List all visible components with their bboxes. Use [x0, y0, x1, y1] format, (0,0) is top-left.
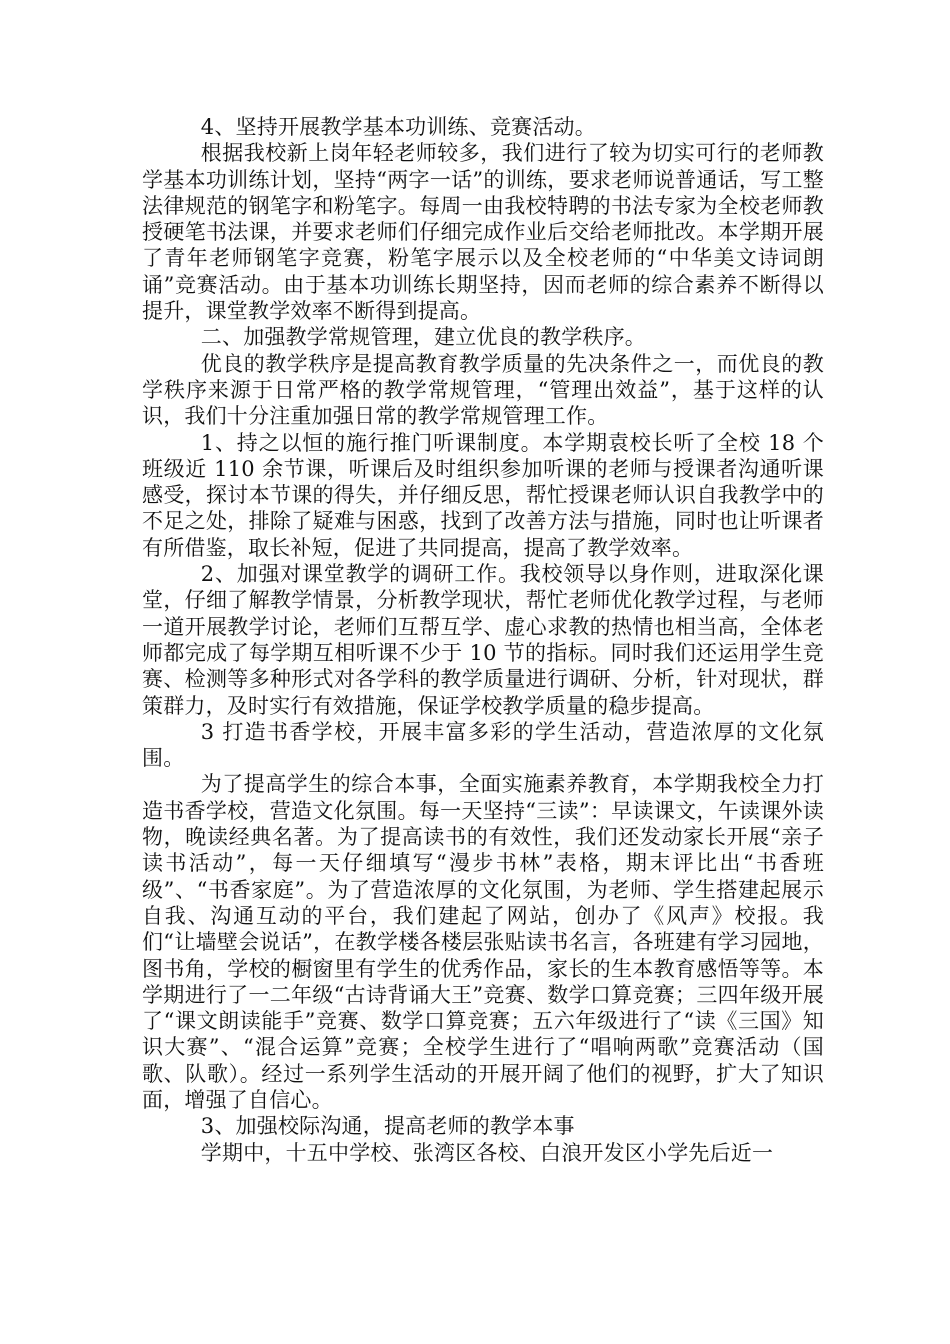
document-body — [142, 114, 824, 1166]
paragraph-classroom-research: 2、加强对课堂教学的调研工作。我校领导以身作则，进取深化课堂，仔细了解教学情景，分析教学现状，帮忙老师优化教学过程，与老师一道开展教学讨论，老师们互帮互学、虚心求教的热情也相当高，全体老师都完成了每学期互相听课不少于 10 节的指标。同时我们还运用学生竞赛、检测等多种形式对各学科的教学质量进行调研、分析，针对现状，群策群力，及时实行有效措施，保证学校教学质量的稳步提高。 — [142, 562, 824, 718]
paragraph-school-exchange: 学期中，十五中学校、张湾区各校、白浪开发区小学先后近一 — [200, 1140, 774, 1165]
section-heading-basic-skills: 4、坚持开展教学基本功训练、竞赛活动。 — [200, 115, 596, 139]
paragraph-student-activities: 为了提高学生的综合本事，全面实施素养教育，本学期我校全力打造书香学校，营造文化氛围。每一天坚持“三读”：早读课文，午读课外读物，晚读经典名著。为了提高读书的有效性，我们还发动家长开展“亲子读书活动”，每一天仔细填写“漫步书林”表格，期末评比出“书香班级”、“书香家庭”。为了营造浓厚的文化氛围，为老师、学生搭建起展示自我、沟通互动的平台，我们建起了网站，创办了《风声》校报。我们“让墙壁会说话”，在教学楼各楼层张贴读书名言，各班建有学习园地，图书角，学校的橱窗里有学生的优秀作品，家长的生本教育感悟等等。本学期进行了一二年级“古诗背诵大王”竞赛、数学口算竞赛；三四年级开展了“课文朗读能手”竞赛、数学口算竞赛；五六年级进行了“读《三国》知识大赛”、“混合运算”竞赛；全校学生进行了“唱响两歌”竞赛活动（国歌、队歌）。经过一系列学生活动的开展开阔了他们的视野，扩大了知识面，增强了自信心。 — [142, 772, 824, 1112]
paragraph-class-observation: 1、持之以恒的施行推门听课制度。本学期袁校长听了全校 18 个班级近 110 余节课，听课后及时组织参加听课的老师与授课者沟通听课感受，探讨本节课的得失，并仔细反思，帮忙授课老师认识自我教学中的不足之处，排除了疑难与困惑，找到了改善方法与措施，同时也让听课者有所借鉴，取长补短，促进了共同提高，提高了教学效率。 — [142, 430, 824, 560]
paragraph-basic-skills-training: 根据我校新上岗年轻老师较多，我们进行了较为切实可行的老师教学基本功训练计划，坚持“两字一话”的训练，要求老师说普通话，写工整法律规范的钢笔字和粉笔字。每周一由我校特聘的书法专家为全校老师教授硬笔书法课，并要求老师们仔细完成作业后交给老师批改。本学期开展了青年老师钢笔字竞赛，粉笔字展示以及全校老师的“中华美文诗词朗诵”竞赛活动。由于基本功训练长期坚持，因而老师的综合素养不断得以提升，课堂教学效率不断得到提高。 — [142, 141, 824, 324]
section-heading-school-exchange: 3、加强校际沟通，提高老师的教学本事 — [200, 1114, 575, 1139]
paragraph-teaching-order: 优良的教学秩序是提高教育教学质量的先决条件之一，而优良的教学秩序来源于日常严格的教学常规管理，“管理出效益”，基于这样的认识，我们十分注重加强日常的教学常规管理工作。 — [142, 351, 824, 429]
section-heading-teaching-routine: 二、加强教学常规管理，建立优良的教学秩序。 — [200, 325, 646, 350]
section-heading-reading-school: 3 打造书香学校，开展丰富多彩的学生活动，营造浓厚的文化氛围。 — [142, 719, 824, 771]
